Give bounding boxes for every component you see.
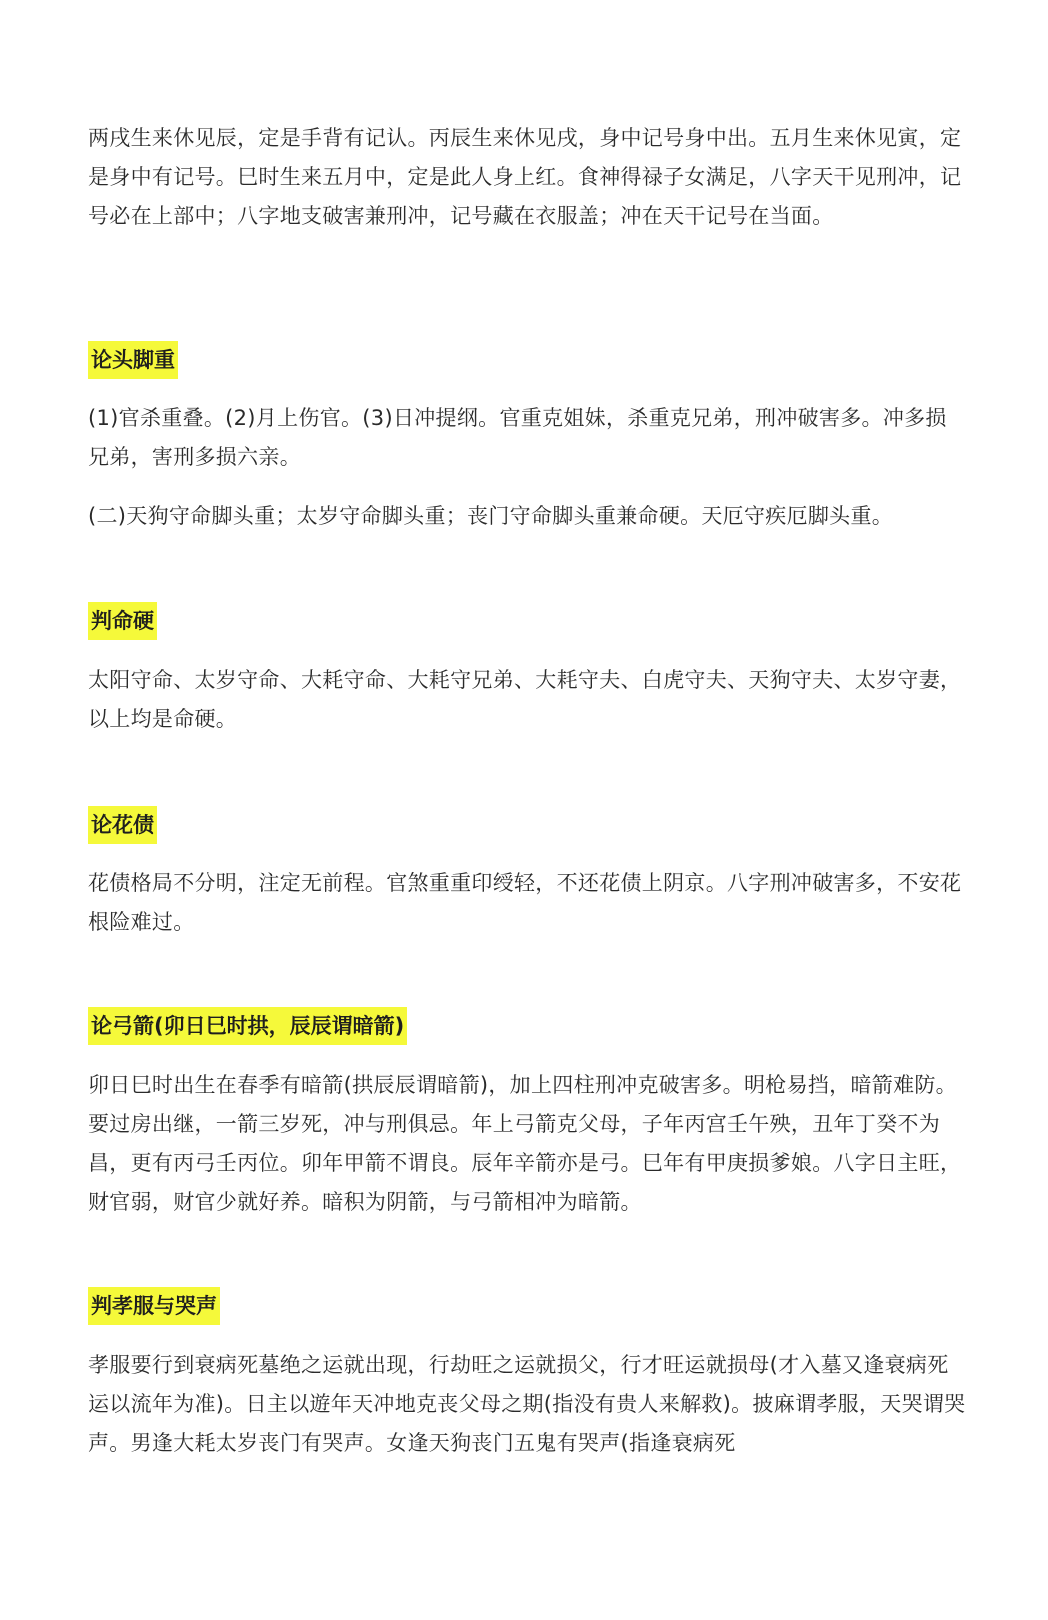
paragraph: (二)天狗守命脚头重；太岁守命脚头重；丧门守命脚头重兼命硬。天厄守疾厄脚头重。	[88, 504, 894, 528]
section-hard-fate	[88, 602, 968, 640]
section-heading: 论花债	[88, 806, 157, 844]
section-head-foot-body	[88, 399, 968, 477]
paragraph: 孝服要行到衰病死墓绝之运就出现，行劫旺之运就损父，行才旺运就损母(才入墓又逢衰病死运以流年为准)。日主以遊年天冲地克丧父母之期(指没有贵人来解救)。披麻谓孝服，天哭谓哭声。男逢大耗太岁丧门有哭声。女逢天狗丧门五鬼有哭声(指逢衰病死	[88, 1353, 966, 1455]
paragraph: 卯日巳时出生在春季有暗箭(拱辰辰谓暗箭)，加上四柱刑冲克破害多。明枪易挡，暗箭难防。要过房出继，一箭三岁死，冲与刑俱忌。年上弓箭克父母，子年丙宫壬午殃，丑年丁癸不为昌，更有丙弓壬丙位。卯年甲箭不谓良。辰年辛箭亦是弓。巳年有甲庚损爹娘。八字日主旺，财官弱，财官少就好养。暗积为阴箭，与弓箭相冲为暗箭。	[88, 1073, 962, 1214]
section-intro	[88, 119, 968, 236]
section-mourning	[88, 1287, 968, 1325]
section-heading: 判孝服与哭声	[88, 1287, 220, 1325]
paragraph: 花债格局不分明，注定无前程。官煞重重印绶轻，不还花债上阴京。八字刑冲破害多，不安花根险难过。	[88, 871, 962, 934]
section-bow-arrow	[88, 1007, 968, 1045]
section-flower-debt	[88, 806, 968, 844]
section-flower-debt-body	[88, 864, 968, 942]
section-heading: 判命硬	[88, 602, 157, 640]
section-head-foot	[88, 341, 968, 379]
section-heading: 论弓箭(卯日巳时拱，辰辰谓暗箭)	[88, 1007, 407, 1045]
paragraph: 太阳守命、太岁守命、大耗守命、大耗守兄弟、大耗守夫、白虎守夫、天狗守夫、太岁守妻，以上均是命硬。	[88, 668, 962, 731]
section-bow-arrow-body	[88, 1066, 968, 1222]
section-mourning-body	[88, 1346, 968, 1463]
paragraph: 两戌生来休见辰，定是手背有记认。丙辰生来休见戌，身中记号身中出。五月生来休见寅，定是身中有记号。巳时生来五月中，定是此人身上红。食神得禄子女满足，八字天干见刑冲，记号必在上部中；八字地支破害兼刑冲，记号藏在衣服盖；冲在天干记号在当面。	[88, 126, 962, 228]
section-hard-fate-body	[88, 661, 968, 739]
section-head-foot-body-2	[88, 497, 968, 536]
section-heading: 论头脚重	[88, 341, 178, 379]
paragraph: (1)官杀重叠。(2)月上伤官。(3)日冲提纲。官重克姐妹，杀重克兄弟，刑冲破害多。冲多损兄弟，害刑多损六亲。	[88, 406, 947, 469]
